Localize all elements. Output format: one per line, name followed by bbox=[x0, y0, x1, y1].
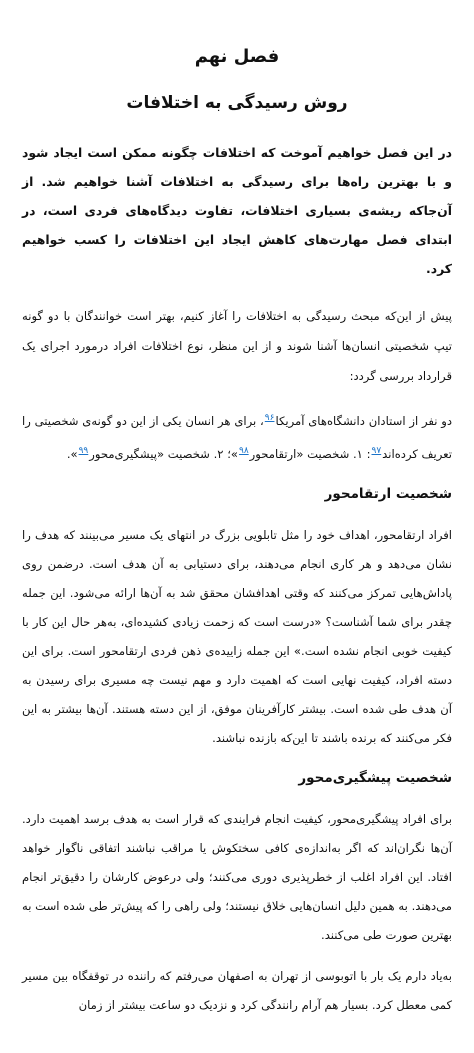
paragraph-text: : ۱. شخصیت «ارتقامحور bbox=[249, 446, 371, 461]
footnote-link-98[interactable]: ۹۸ bbox=[238, 445, 249, 456]
footnote-link-96[interactable]: ۹۶ bbox=[264, 413, 275, 423]
paragraph-bus-story: به‌یاد دارم یک بار با اتوبوسی از تهران به اصفهان می‌رفتم که راننده در توقفگاه بین مسیر کمی معطل کرد. بسیار هم آرام رانندگی کرد و نزدیک دو ساعت بیشتر از زمان bbox=[22, 968, 452, 1012]
paragraph-text: دو نفر از استادان دانشگاه‌های آمریکا bbox=[275, 413, 452, 428]
footnote-link-97[interactable]: ۹۷ bbox=[371, 445, 382, 456]
paragraph-text: ». bbox=[66, 446, 78, 461]
paragraph-two-types bbox=[22, 403, 452, 469]
intro-paragraph: در این فصل خواهیم آموخت که اختلافات چگونه ممکن است ایجاد شود و با بهترین راه‌ها برای رسیدگی به اختلافات آشنا خواهیم شد. از آن‌جاکه ریشه‌ی بسیاری اختلافات، تفاوت دیدگاه‌های فردی است، در ابتدای فصل مهارت‌های کاهش ایجاد این اختلافات را کسب خواهیم کرد. bbox=[22, 145, 452, 276]
paragraph-text: ، برای هر انسان یکی از این دو گونه‌ی شخصیتی را تعریف کرده‌اند bbox=[22, 413, 452, 461]
paragraph-promotion: افراد ارتقامحور، اهداف خود را مثل تابلویی بزرگ در انتهای یک مسیر می‌بینند که هدف را نشان می‌دهد و هر کاری انجام می‌دهند، برای دستیابی به آن هدف است. درضمن روی پاداش‌هایی تمرکز می‌کنند که وقتی اهدافشان محقق شد به آن‌ها ارائه می‌شود. این جمله چقدر برای شما آشناست؟ «درست است که زحمت زیادی کشیده‌ای، به‌هر حال این کار با کیفیت خوبی انجام نشده است.» این جمله زاییده‌ی ذهن فردی ارتقامحور است. برای این دسته افراد، کیفیت نهایی است که اهمیت دارد و مهم نیست چه مسیری برای رسیدن به آن هدف طی شده است. بیشتر کارآفرینان موفق، از این دسته هستند. آن‌ها بیشتر به این فکر می‌کنند که برنده باشند تا این‌که بازنده نباشند. bbox=[22, 527, 452, 745]
section-heading-promotion: شخصیت ارتقامحور bbox=[324, 485, 452, 502]
section-heading-prevention: شخصیت پیشگیری‌محور bbox=[298, 769, 452, 786]
footnote-link-99[interactable]: ۹۹ bbox=[78, 445, 89, 456]
chapter-title: فصل نهم bbox=[194, 46, 280, 67]
paragraph-prevention: برای افراد پیشگیری‌محور، کیفیت انجام فرایندی که قرار است به هدف برسد اهمیت دارد. آن‌ها نگران‌اند که اگر به‌اندازه‌ی کافی سختکوش یا مراقب نباشند اتفاقی ناگوار خواهد افتاد. این افراد اغلب از خطرپذیری دوری می‌کنند؛ ولی درعوض کارشان را دقیق‌تر انجام می‌دهند. به همین دلیل انسان‌هایی خلاق نیستند؛ ولی راهی را که پیش‌تر طی شده است به بهترین صورت طی می‌کنند. bbox=[22, 811, 452, 942]
chapter-subtitle: روش رسیدگی به اختلافات bbox=[126, 93, 348, 113]
paragraph-personality-types: پیش از این‌که مبحث رسیدگی به اختلافات را آغاز کنیم، بهتر است خوانندگان با دو گونه تیپ شخصیتی انسان‌ها آشنا شوند و از این منظر، نوع اختلافات افراد درمورد اجرای یک قرارداد بررسی گردد: bbox=[22, 309, 452, 383]
paragraph-text: »؛ ۲. شخصیت «پیشگیری‌محور bbox=[89, 446, 238, 461]
